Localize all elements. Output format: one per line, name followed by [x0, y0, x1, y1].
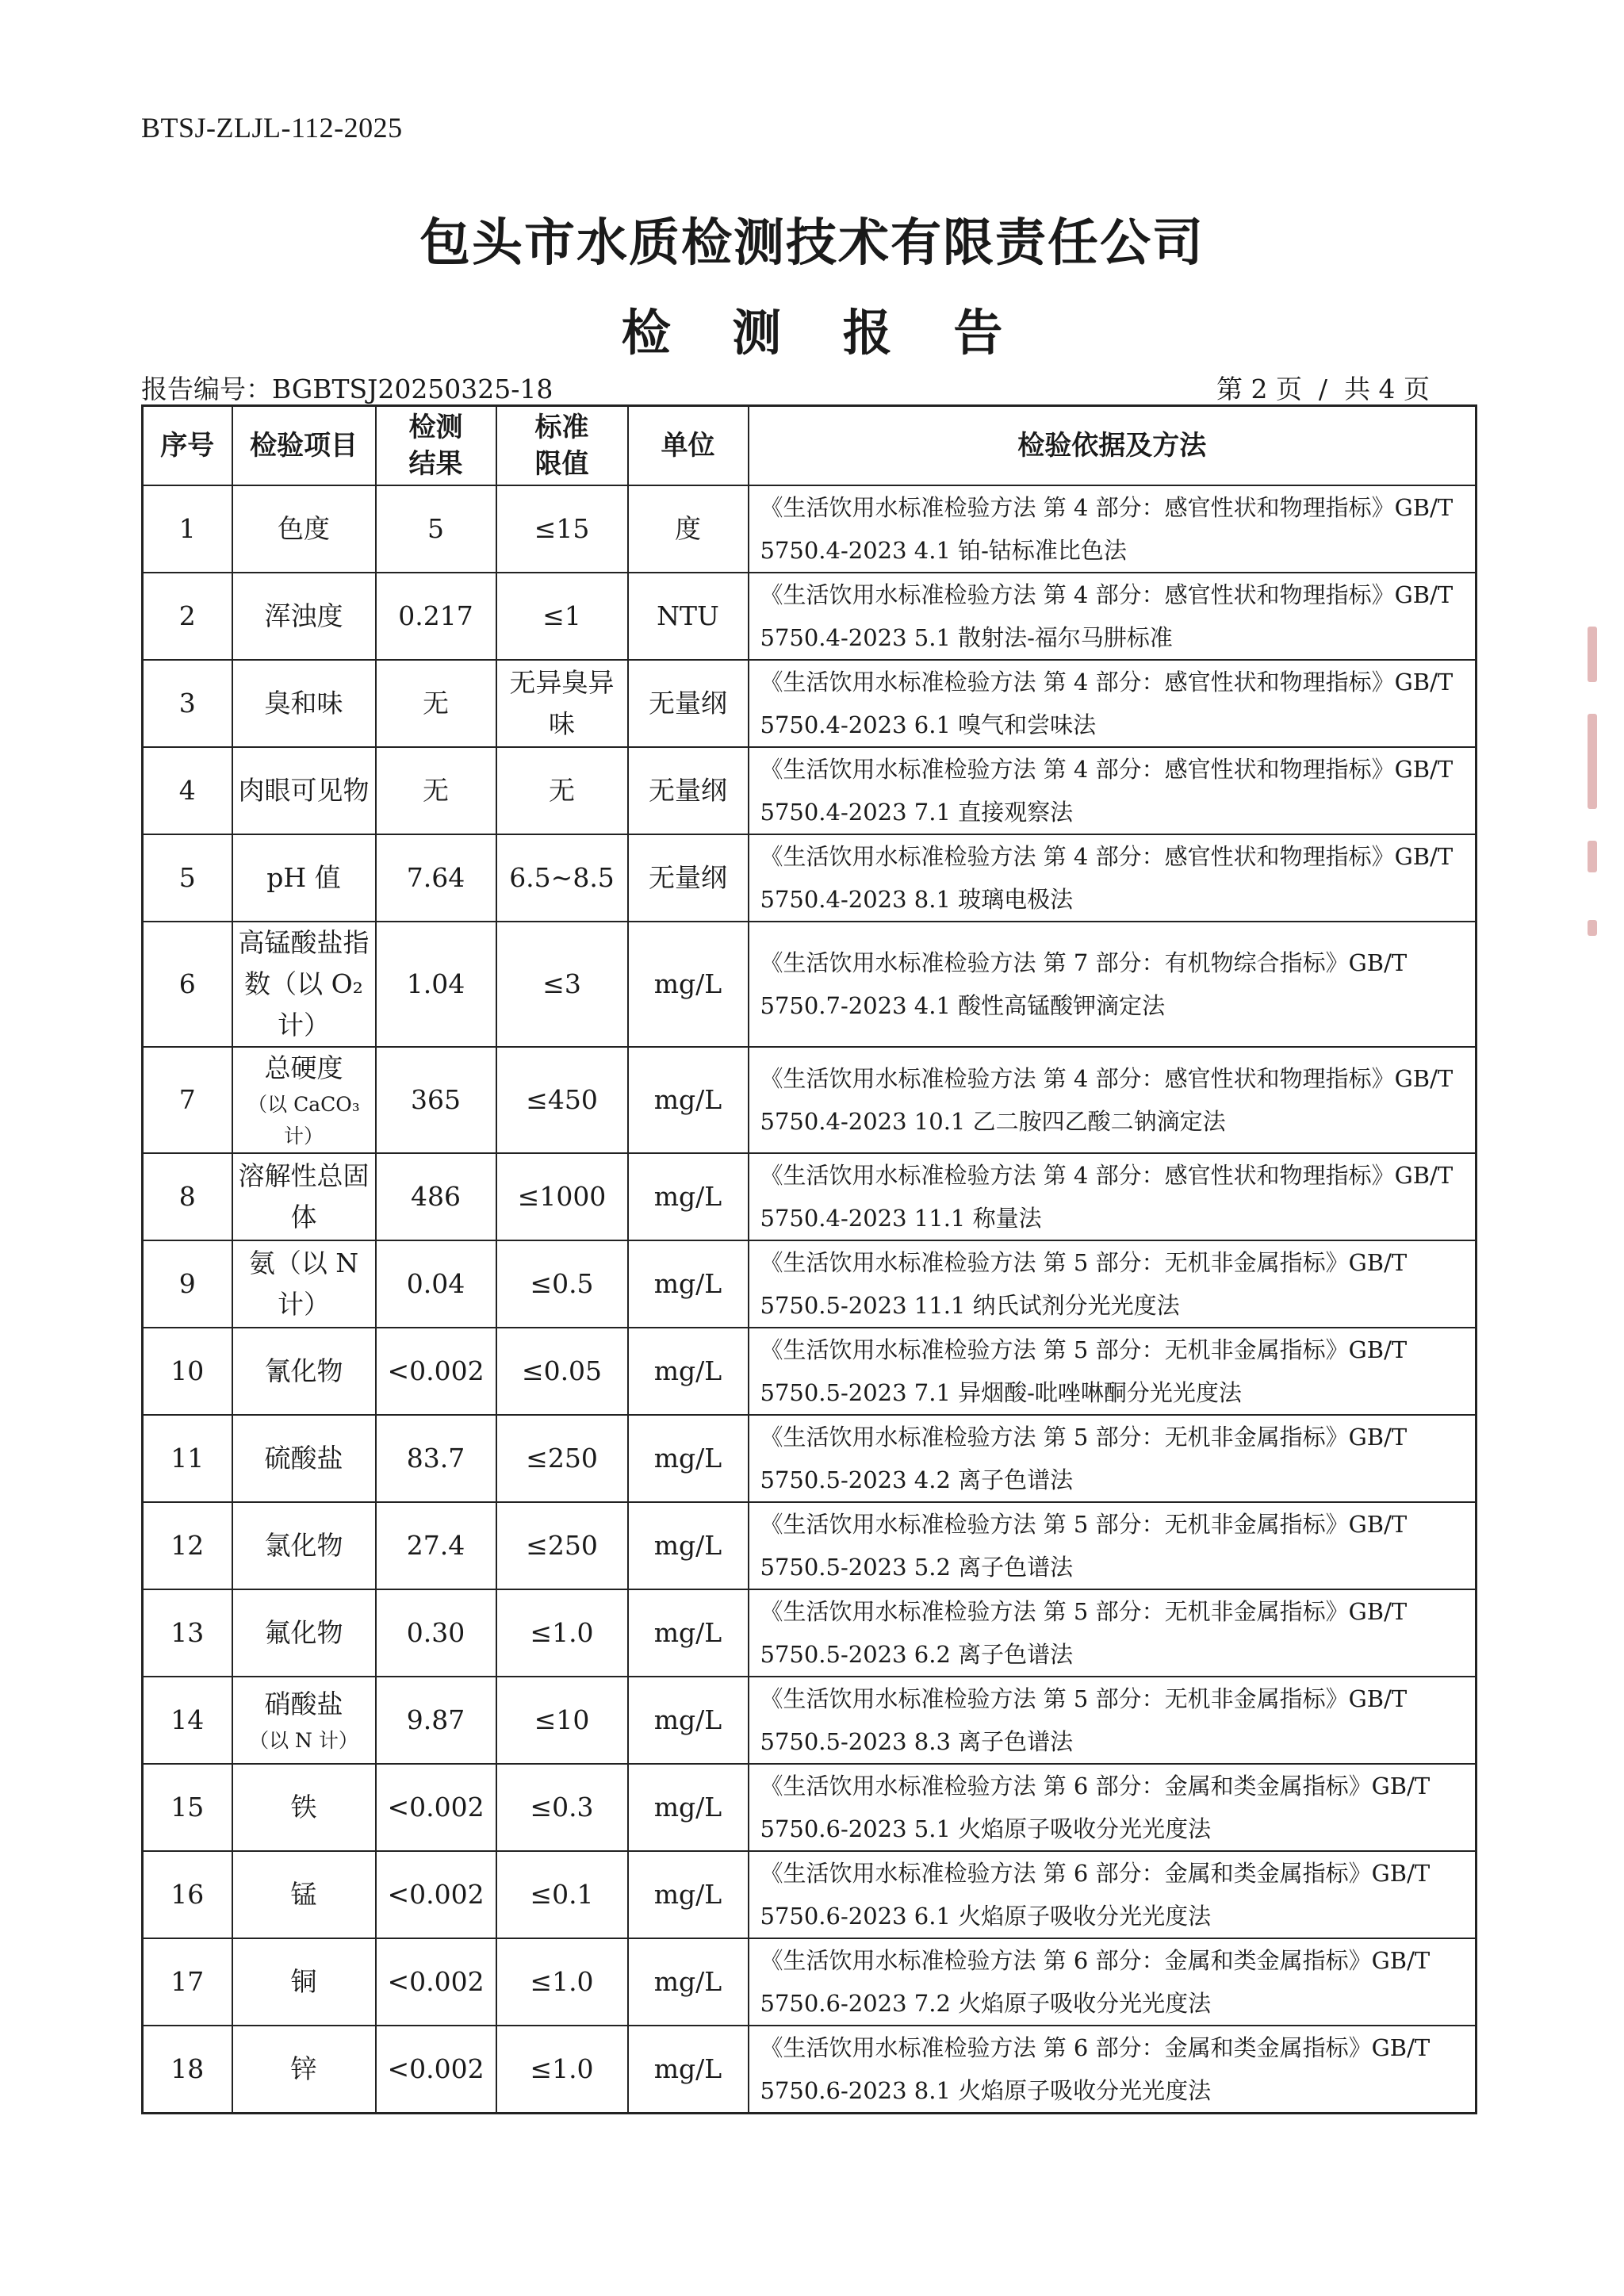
- table-row: [143, 1415, 1477, 1502]
- cell-seq: 3: [143, 660, 232, 747]
- table-row: [143, 1764, 1477, 1851]
- cell-method: 《生活饮用水标准检验方法 第 6 部分：金属和类金属指标》GB/T 5750.6-2023 6.1 火焰原子吸收分光光度法: [749, 1851, 1477, 1938]
- cell-seq: 5: [143, 834, 232, 922]
- cell-seq: 17: [143, 1938, 232, 2026]
- cell-unit: mg/L: [628, 922, 749, 1047]
- cell-result: 486: [376, 1153, 496, 1240]
- cell-item-name: 硝酸盐: [264, 1688, 343, 1719]
- cell-item: 高锰酸盐指数（以 O₂ 计）: [232, 922, 376, 1047]
- cell-unit: mg/L: [628, 1764, 749, 1851]
- table-row: [143, 485, 1477, 573]
- cell-limit: ≤1000: [496, 1153, 628, 1240]
- cell-method: 《生活饮用水标准检验方法 第 5 部分：无机非金属指标》GB/T 5750.5-2023 4.2 离子色谱法: [749, 1415, 1477, 1502]
- cell-limit: ≤3: [496, 922, 628, 1047]
- cell-limit: ≤15: [496, 485, 628, 573]
- cell-limit: 无: [496, 747, 628, 834]
- table-row: [143, 1589, 1477, 1677]
- cell-limit: ≤1.0: [496, 2026, 628, 2114]
- cell-result: <0.002: [376, 1764, 496, 1851]
- cell-method: 《生活饮用水标准检验方法 第 5 部分：无机非金属指标》GB/T 5750.5-2023 6.2 离子色谱法: [749, 1589, 1477, 1677]
- table-row: [143, 1677, 1477, 1764]
- cell-unit: 度: [628, 485, 749, 573]
- cell-result: <0.002: [376, 1938, 496, 2026]
- cell-method: 《生活饮用水标准检验方法 第 5 部分：无机非金属指标》GB/T 5750.5-2023 7.1 异烟酸-吡唑啉酮分光光度法: [749, 1328, 1477, 1415]
- cell-result: 365: [376, 1047, 496, 1153]
- header-unit: 单位: [628, 406, 749, 486]
- cell-item: 氰化物: [232, 1328, 376, 1415]
- cell-limit: 无异臭异味: [496, 660, 628, 747]
- cell-method: 《生活饮用水标准检验方法 第 5 部分：无机非金属指标》GB/T 5750.5-2023 5.2 离子色谱法: [749, 1502, 1477, 1589]
- cell-unit: mg/L: [628, 1240, 749, 1328]
- cell-method: 《生活饮用水标准检验方法 第 5 部分：无机非金属指标》GB/T 5750.5-2023 8.3 离子色谱法: [749, 1677, 1477, 1764]
- cell-result: 9.87: [376, 1677, 496, 1764]
- cell-item: [232, 1047, 376, 1153]
- cell-item: 硫酸盐: [232, 1415, 376, 1502]
- header-method: 检验依据及方法: [749, 406, 1477, 486]
- header-result-line1: 检测: [408, 412, 463, 443]
- table-row: [143, 1047, 1477, 1153]
- cell-unit: 无量纲: [628, 747, 749, 834]
- cell-limit: ≤0.05: [496, 1328, 628, 1415]
- cell-seq: 4: [143, 747, 232, 834]
- cell-result: 5: [376, 485, 496, 573]
- cell-result: 0.30: [376, 1589, 496, 1677]
- cell-seq: 8: [143, 1153, 232, 1240]
- cell-method: 《生活饮用水标准检验方法 第 4 部分：感官性状和物理指标》GB/T 5750.4-2023 8.1 玻璃电极法: [749, 834, 1477, 922]
- table-row: [143, 660, 1477, 747]
- cell-result: 无: [376, 747, 496, 834]
- cell-method: 《生活饮用水标准检验方法 第 4 部分：感官性状和物理指标》GB/T 5750.4-2023 11.1 称量法: [749, 1153, 1477, 1240]
- table-row: [143, 1153, 1477, 1240]
- table-row: [143, 1938, 1477, 2026]
- cell-unit: 无量纲: [628, 660, 749, 747]
- cell-item: 氨（以 N 计）: [232, 1240, 376, 1328]
- cell-unit: mg/L: [628, 1589, 749, 1677]
- document-code: BTSJ-ZLJL-112-2025: [141, 112, 403, 144]
- cell-seq: 1: [143, 485, 232, 573]
- cell-seq: 9: [143, 1240, 232, 1328]
- cell-item-note: （以 CaCO₃ 计）: [247, 1093, 360, 1148]
- table-row: [143, 834, 1477, 922]
- cell-item: 铜: [232, 1938, 376, 2026]
- cell-item: 溶解性总固体: [232, 1153, 376, 1240]
- header-result: [376, 406, 496, 486]
- table-body: [143, 485, 1477, 2114]
- cell-limit: ≤1.0: [496, 1938, 628, 2026]
- cell-seq: 7: [143, 1047, 232, 1153]
- cell-unit: mg/L: [628, 1502, 749, 1589]
- cell-item: 臭和味: [232, 660, 376, 747]
- cell-item-note: （以 N 计）: [249, 1729, 358, 1752]
- cell-limit: ≤0.5: [496, 1240, 628, 1328]
- cell-unit: mg/L: [628, 1153, 749, 1240]
- cell-unit: mg/L: [628, 1851, 749, 1938]
- cell-unit: mg/L: [628, 1938, 749, 2026]
- cell-method: 《生活饮用水标准检验方法 第 4 部分：感官性状和物理指标》GB/T 5750.4-2023 4.1 铂-钴标准比色法: [749, 485, 1477, 573]
- cell-unit: mg/L: [628, 1328, 749, 1415]
- cell-method: 《生活饮用水标准检验方法 第 4 部分：感官性状和物理指标》GB/T 5750.4-2023 6.1 嗅气和尝味法: [749, 660, 1477, 747]
- cell-method: 《生活饮用水标准检验方法 第 6 部分：金属和类金属指标》GB/T 5750.6-2023 5.1 火焰原子吸收分光光度法: [749, 1764, 1477, 1851]
- results-table: [141, 404, 1477, 2114]
- cell-result: 27.4: [376, 1502, 496, 1589]
- cell-seq: 13: [143, 1589, 232, 1677]
- report-title: 检 测 报 告: [621, 304, 1025, 362]
- cell-item: 铁: [232, 1764, 376, 1851]
- table-row: [143, 1240, 1477, 1328]
- cell-unit: NTU: [628, 573, 749, 660]
- cell-method: 《生活饮用水标准检验方法 第 4 部分：感官性状和物理指标》GB/T 5750.4-2023 5.1 散射法-福尔马肼标准: [749, 573, 1477, 660]
- cell-seq: 12: [143, 1502, 232, 1589]
- header-limit-line1: 标准: [534, 412, 589, 443]
- cell-method: 《生活饮用水标准检验方法 第 6 部分：金属和类金属指标》GB/T 5750.6-2023 7.2 火焰原子吸收分光光度法: [749, 1938, 1477, 2026]
- cell-item: 肉眼可见物: [232, 747, 376, 834]
- cell-result: 83.7: [376, 1415, 496, 1502]
- header-seq: 序号: [143, 406, 232, 486]
- cell-method: 《生活饮用水标准检验方法 第 5 部分：无机非金属指标》GB/T 5750.5-2023 11.1 纳氏试剂分光光度法: [749, 1240, 1477, 1328]
- cell-method: 《生活饮用水标准检验方法 第 4 部分：感官性状和物理指标》GB/T 5750.4-2023 7.1 直接观察法: [749, 747, 1477, 834]
- cell-limit: ≤1.0: [496, 1589, 628, 1677]
- header-result-line2: 结果: [408, 448, 463, 480]
- cell-seq: 2: [143, 573, 232, 660]
- cell-limit: ≤450: [496, 1047, 628, 1153]
- cell-item: pH 值: [232, 834, 376, 922]
- cell-unit: mg/L: [628, 2026, 749, 2114]
- cell-method: 《生活饮用水标准检验方法 第 7 部分：有机物综合指标》GB/T 5750.7-2023 4.1 酸性高锰酸钾滴定法: [749, 922, 1477, 1047]
- cell-limit: 6.5~8.5: [496, 834, 628, 922]
- cell-unit: mg/L: [628, 1415, 749, 1502]
- cell-limit: ≤250: [496, 1502, 628, 1589]
- cell-result: <0.002: [376, 2026, 496, 2114]
- cell-result: 7.64: [376, 834, 496, 922]
- header-limit: [496, 406, 628, 486]
- table-row: [143, 747, 1477, 834]
- seal-stamp-edge: [1588, 627, 1599, 936]
- table-header-row: [143, 406, 1477, 486]
- table-row: [143, 2026, 1477, 2114]
- cell-item: 锰: [232, 1851, 376, 1938]
- cell-unit: mg/L: [628, 1677, 749, 1764]
- cell-item: 氯化物: [232, 1502, 376, 1589]
- cell-result: <0.002: [376, 1328, 496, 1415]
- cell-seq: 14: [143, 1677, 232, 1764]
- header-item: 检验项目: [232, 406, 376, 486]
- cell-limit: ≤0.3: [496, 1764, 628, 1851]
- cell-method: 《生活饮用水标准检验方法 第 4 部分：感官性状和物理指标》GB/T 5750.4-2023 10.1 乙二胺四乙酸二钠滴定法: [749, 1047, 1477, 1153]
- cell-limit: ≤250: [496, 1415, 628, 1502]
- cell-item: 氟化物: [232, 1589, 376, 1677]
- report-number: 报告编号：BGBTSJ20250325-18: [141, 374, 553, 404]
- cell-unit: 无量纲: [628, 834, 749, 922]
- cell-item: 锌: [232, 2026, 376, 2114]
- table-row: [143, 1851, 1477, 1938]
- cell-item: 色度: [232, 485, 376, 573]
- cell-limit: ≤1: [496, 573, 628, 660]
- table-row: [143, 1328, 1477, 1415]
- cell-seq: 11: [143, 1415, 232, 1502]
- cell-limit: ≤10: [496, 1677, 628, 1764]
- cell-seq: 6: [143, 922, 232, 1047]
- cell-limit: ≤0.1: [496, 1851, 628, 1938]
- cell-seq: 18: [143, 2026, 232, 2114]
- cell-item-name: 总硬度: [264, 1052, 343, 1083]
- cell-result: <0.002: [376, 1851, 496, 1938]
- cell-seq: 16: [143, 1851, 232, 1938]
- cell-seq: 15: [143, 1764, 232, 1851]
- table-row: [143, 1502, 1477, 1589]
- cell-result: 无: [376, 660, 496, 747]
- table-row: [143, 573, 1477, 660]
- header-limit-line2: 限值: [534, 448, 589, 480]
- cell-unit: mg/L: [628, 1047, 749, 1153]
- cell-result: 1.04: [376, 922, 496, 1047]
- cell-item: 浑浊度: [232, 573, 376, 660]
- cell-result: 0.04: [376, 1240, 496, 1328]
- cell-method: 《生活饮用水标准检验方法 第 6 部分：金属和类金属指标》GB/T 5750.6-2023 8.1 火焰原子吸收分光光度法: [749, 2026, 1477, 2114]
- table-row: [143, 922, 1477, 1047]
- cell-seq: 10: [143, 1328, 232, 1415]
- cell-result: 0.217: [376, 573, 496, 660]
- company-name: 包头市水质检测技术有限责任公司: [419, 213, 1205, 273]
- cell-item: [232, 1677, 376, 1764]
- page-indicator: 第 2 页 / 共 4 页: [1216, 374, 1430, 404]
